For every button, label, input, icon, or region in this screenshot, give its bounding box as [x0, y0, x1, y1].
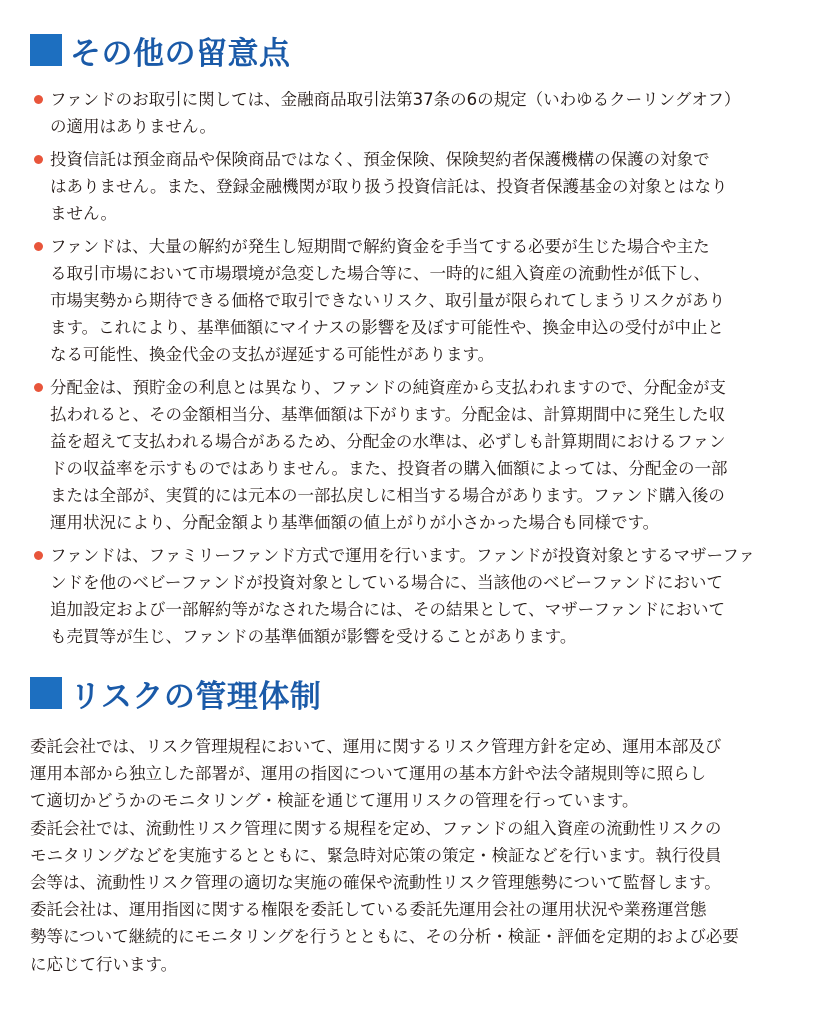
- bullet-dot-icon: [34, 242, 43, 251]
- bullet-dot-icon: [34, 551, 43, 560]
- bullet-item-distribution: [30, 374, 808, 536]
- bullet-dot-icon: [34, 155, 43, 164]
- heading-square-marker: [30, 34, 62, 66]
- bullet-line: ドの収益率を示すものではありません。また、投資者の購入価額によっては、分配金の一部: [50, 459, 728, 478]
- heading-square-marker: [30, 677, 62, 709]
- bullet-line: の適用はありません。: [50, 117, 216, 136]
- bullet-line: 益を超えて支払われる場合があるため、分配金の水準は、必ずしも計算期間におけるファン: [50, 432, 726, 451]
- body-line: 運用本部から独立した部署が、運用の指図について運用の基本方針や法令諸規則等に照らし: [30, 764, 707, 784]
- bullet-line: ファンドは、大量の解約が発生し短期間で解約資金を手当てする必要が生じた場合や主た: [50, 237, 710, 256]
- bullet-line: 追加設定および一部解約等がなされた場合には、その結果として、マザーファンドにおいて: [50, 600, 726, 619]
- section-heading-risk-management: [30, 667, 808, 719]
- notes-bullet-list: [30, 86, 808, 650]
- body-line: 委託会社では、流動性リスク管理に関する規程を定め、ファンドの組入資産の流動性リスクの: [30, 818, 722, 838]
- bullet-line: ません。: [50, 204, 117, 223]
- body-line: モニタリングなどを実施するとともに、緊急時対応策の策定・検証などを行います。執行役員: [30, 845, 722, 865]
- bullet-line: る取引市場において市場環境が急変した場合等に、一時的に組入資産の流動性が低下し、: [50, 264, 710, 283]
- bullet-line: ファンドのお取引に関しては、金融商品取引法第37条の6の規定（いわゆるクーリングオフ）: [50, 90, 741, 109]
- section-title-risk-management: リスクの管理体制: [70, 678, 322, 715]
- bullet-line: 市場実勢から期待できる価格で取引できないリスク、取引量が限られてしまうリスクがあり: [50, 291, 726, 310]
- bullet-line: ンドを他のベビーファンドが投資対象としている場合に、当該他のベビーファンドにおいて: [50, 573, 723, 592]
- bullet-item-cooling-off: [30, 86, 808, 140]
- body-line: 委託会社では、リスク管理規程において、運用に関するリスク管理方針を定め、運用本部及び: [30, 737, 722, 756]
- risk-management-body: [30, 733, 808, 978]
- bullet-line: 運用状況により、分配金額より基準価額の値上がりが小さかった場合も同様です。: [50, 513, 660, 532]
- body-line: 会等は、流動性リスク管理の適切な実施の確保や流動性リスク管理態勢について監督します。: [30, 873, 721, 893]
- bullet-line: はありません。また、登録金融機関が取り扱う投資信託は、投資者保護基金の対象とはなり: [50, 177, 728, 196]
- bullet-line: 投資信託は預金商品や保険商品ではなく、預金保険、保険契約者保護機構の保護の対象で: [50, 150, 710, 169]
- bullet-line: なる可能性、換金代金の支払が遅延する可能性があります。: [50, 345, 495, 364]
- bullet-line: ます。これにより、基準価額にマイナスの影響を及ぼす可能性や、換金申込の受付が中止と: [50, 318, 724, 337]
- section-title-notes: その他の留意点: [70, 35, 291, 72]
- body-line: 勢等について継続的にモニタリングを行うとともに、その分析・検証・評価を定期的および必要: [30, 927, 739, 947]
- bullet-item-liquidity: [30, 233, 808, 368]
- body-line: て適切かどうかのモニタリング・検証を通じて運用リスクの管理を行っています。: [30, 791, 639, 811]
- bullet-dot-icon: [34, 95, 43, 104]
- bullet-line: 分配金は、預貯金の利息とは異なり、ファンドの純資産から支払われますので、分配金が支: [50, 378, 726, 397]
- bullet-line: または全部が、実質的には元本の一部払戻しに相当する場合があります。ファンド購入後の: [50, 486, 725, 505]
- bullet-line: ファンドは、ファミリーファンド方式で運用を行います。ファンドが投資対象とするマザーファ: [50, 546, 755, 565]
- bullet-item-family-fund: [30, 542, 808, 650]
- bullet-line: も売買等が生じ、ファンドの基準価額が影響を受けることがあります。: [50, 627, 577, 646]
- bullet-item-deposit-insurance: [30, 146, 808, 227]
- body-line: に応じて行います。: [30, 954, 178, 974]
- bullet-line: 払われると、その金額相当分、基準価額は下がります。分配金は、計算期間中に発生した収: [50, 405, 726, 424]
- body-line: 委託会社は、運用指図に関する権限を委託している委託先運用会社の運用状況や業務運営態: [30, 900, 707, 920]
- bullet-dot-icon: [34, 383, 43, 392]
- section-heading-notes: [30, 24, 808, 76]
